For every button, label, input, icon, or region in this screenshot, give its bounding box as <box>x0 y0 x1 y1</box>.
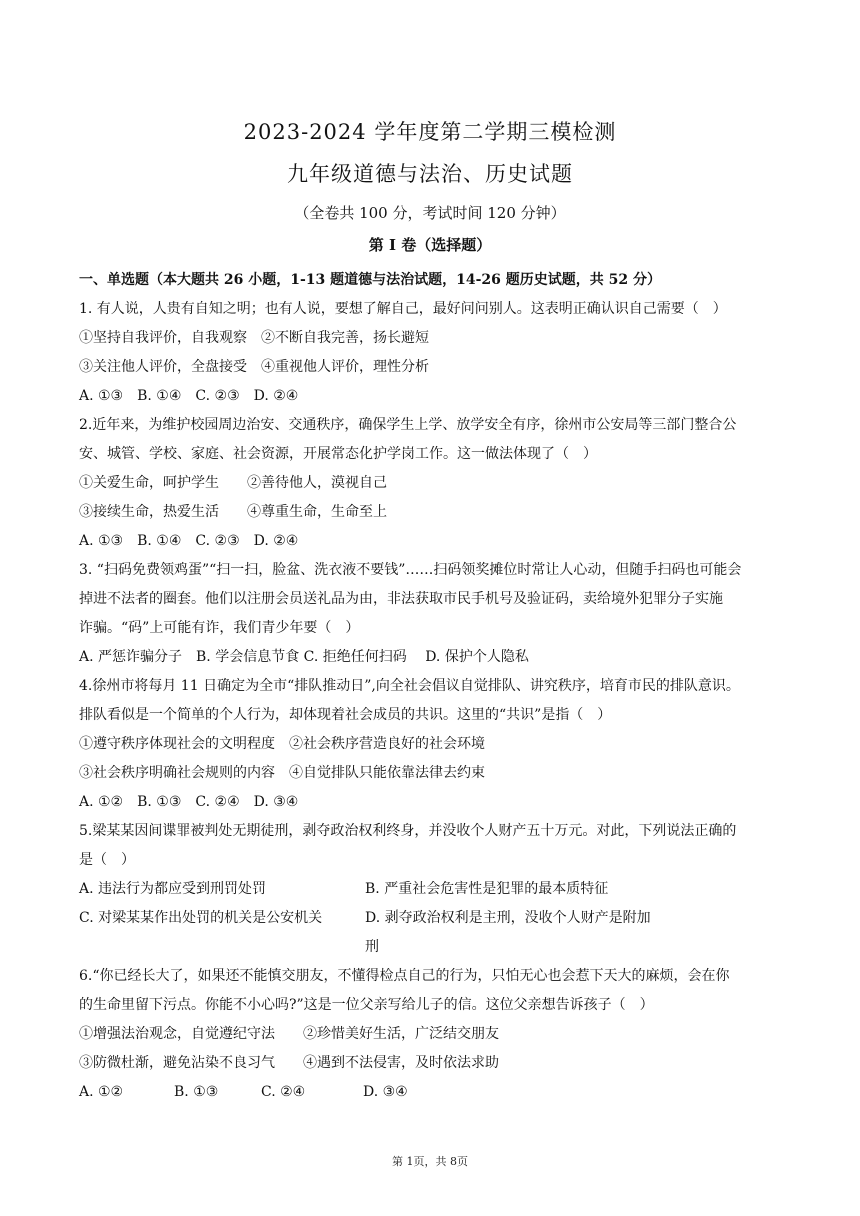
option-d: D. 剥夺政治权利是主刑，没收个人财产是附加刑 <box>365 910 651 955</box>
question-5-stem: 5.梁某某因间谍罪被判处无期徒刑，剥夺政治权利终身，并没收个人财产五十万元。对此，下列说法正确的 <box>79 823 737 839</box>
question-4-stem: 4.徐州市将每月 11 日确定为全市“排队推动日”,向全社会倡议自觉排队、讲究秩序，培育市民的排队意识。 <box>79 678 740 694</box>
exam-title: 2023-2024 学年度第二学期三模检测 <box>243 120 617 144</box>
question-3-options: A. 严惩诈骗分子 B. 学会信息节食 C. 拒绝任何扫码 D. 保护个人隐私 <box>79 649 529 665</box>
question-5-options-row <box>79 875 779 904</box>
question-4-item-line: ①遵守秩序体现社会的文明程度 ②社会秩序营造良好的社会环境 <box>79 736 485 752</box>
question-3-stem: 诈骗。“码”上可能有诈，我们青少年要（ ） <box>79 620 360 636</box>
question-5-stem: 是（ ） <box>79 852 135 868</box>
option-a: A. 违法行为都应受到刑罚处罚 <box>79 881 267 897</box>
question-2-item-line: ③接续生命，热爱生活 ④尊重生命，生命至上 <box>79 504 387 520</box>
question-2-options: A. ①③ B. ①④ C. ②③ D. ②④ <box>79 533 299 549</box>
question-2-stem: 2.近年来，为维护校园周边治安、交通秩序，确保学生上学、放学安全有序，徐州市公安局等三部门整合公 <box>79 417 737 433</box>
question-3-stem: 掉进不法者的圈套。他们以注册会员送礼品为由，非法获取市民手机号及验证码，卖给境外犯罪分子实施 <box>79 591 723 607</box>
exam-info: （全卷共 100 分，考试时间 120 分钟） <box>294 204 566 222</box>
question-1-item-line: ①坚持自我评价，自我观察 ②不断自我完善，扬长避短 <box>79 330 429 346</box>
option-b: B. ①③ <box>174 1084 219 1100</box>
question-6-item-line: ③防微杜渐，避免沾染不良习气 ④遇到不法侵害，及时依法求助 <box>79 1055 499 1071</box>
question-6-options-row <box>79 1078 779 1107</box>
question-6-stem: 6.“你已经长大了，如果还不能慎交朋友，不懂得检点自己的行为，只怕无心也会惹下天大的麻烦，会在你 <box>79 968 730 984</box>
option-d: D. ③④ <box>363 1084 408 1100</box>
exam-body <box>79 266 779 1107</box>
exam-subject-title: 九年级道德与法治、历史试题 <box>287 162 573 186</box>
option-b: B. 严重社会危害性是犯罪的最本质特征 <box>365 881 609 897</box>
question-3-stem: 3. “扫码免费领鸡蛋”“扫一扫，脸盆、洗衣液不要钱”……扫码领奖摊位时常让人心动，但随手扫码也可能会 <box>79 562 742 578</box>
section-heading: 一、单选题（本大题共 26 小题，1-13 题道德与法治试题，14-26 题历史试题，共 52 分） <box>79 272 662 288</box>
question-1-stem: 1. 有人说，人贵有自知之明；也有人说，要想了解自己，最好问问别人。这表明正确认识自己需要（ ） <box>79 301 727 317</box>
question-2-item-line: ①关爱生命，呵护学生 ②善待他人，漠视自己 <box>79 475 387 491</box>
question-2-stem: 安、城管、学校、家庭、社会资源，开展常态化护学岗工作。这一做法体现了（ ） <box>79 446 597 462</box>
question-6-item-line: ①增强法治观念，自觉遵纪守法 ②珍惜美好生活，广泛结交朋友 <box>79 1026 499 1042</box>
question-5-options-row <box>79 904 779 962</box>
volume-heading: 第 I 卷（选择题） <box>368 236 492 254</box>
option-a: A. ①② <box>79 1084 124 1100</box>
question-6-stem: 的生命里留下污点。你能不小心吗?”这是一位父亲写给儿子的信。这位父亲想告诉孩子（ ） <box>79 997 654 1013</box>
question-4-stem: 排队看似是一个简单的个人行为，却体现着社会成员的共识。这里的“共识”是指（ ） <box>79 707 612 723</box>
page-number: 第 1页，共 8页 <box>392 1155 468 1168</box>
question-4-options: A. ①② B. ①③ C. ②④ D. ③④ <box>79 794 299 810</box>
question-4-item-line: ③社会秩序明确社会规则的内容 ④自觉排队只能依靠法律去约束 <box>79 765 485 781</box>
option-c: C. ②④ <box>261 1084 306 1100</box>
question-1-options: A. ①③ B. ①④ C. ②③ D. ②④ <box>79 388 299 404</box>
option-c: C. 对梁某某作出处罚的机关是公安机关 <box>79 910 323 926</box>
question-1-item-line: ③关注他人评价，全盘接受 ④重视他人评价，理性分析 <box>79 359 429 375</box>
